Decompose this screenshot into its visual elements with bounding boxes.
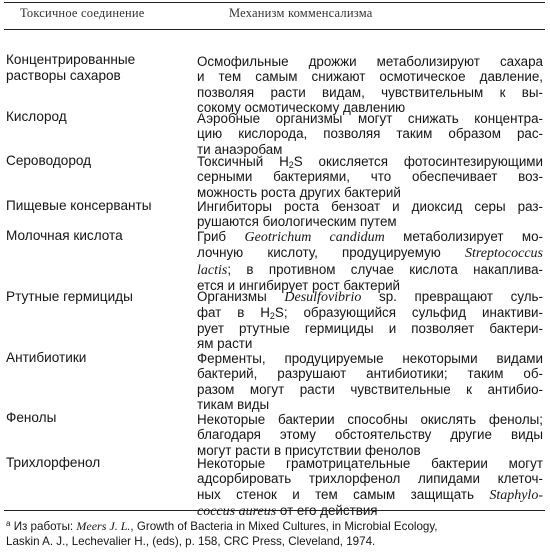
mechanism-line: цию кислорода, позволяя таким образом рас- [197,126,543,142]
compound-line: Концентрированные [6,52,136,67]
mechanism-line [197,503,543,519]
compound-line: Сероводород [6,153,92,168]
compound-line: Ртутные гермициды [6,289,133,304]
mechanism-line: серными бактериями, что обеспечивает воз- [197,169,543,185]
mechanism-line [197,487,543,503]
mechanism-fragment: ; в противном случае кислота накаплива- [227,261,543,277]
mechanism-fragment: метаболизирует мо- [403,229,543,244]
mechanism-line [197,229,543,245]
mechanism-line: адсорбировать трихлорфенол липидами клеточ- [197,471,543,487]
compound-line: Трихлорфенол [6,455,101,470]
species-name: lactis [197,262,228,278]
mechanism-line: можность роста других бактерий [197,184,401,200]
mechanism-line: рует ртутные гермициды и позволяет бактери- [197,320,543,336]
mechanism-cell [197,199,543,230]
mechanism-fragment: фат в H [197,305,270,321]
footnote-author: Meers J. L. [76,519,131,533]
mechanism-fragment: S; образующийся сульфид инактиви- [274,305,543,321]
compound-cell [6,52,192,84]
mechanism-line: Ферменты, продуцируемые некоторыми видами [197,351,543,366]
mechanism-cell [197,229,543,294]
table-bottom-rule [4,510,545,511]
compound-cell [6,455,192,471]
compound-line: Молочная кислота [6,228,123,243]
table-top-rule [4,2,545,3]
mechanism-cell [197,351,543,413]
mechanism-line: позволяя расти видам, чувствительным к вы- [197,84,543,100]
mechanism-fragment: sp. превращают суль- [379,289,543,304]
footnote-prefix: Из работы: [13,520,74,533]
mechanism-cell [197,289,543,352]
footnote-line: Laskin A. J., Lechevalier H., (eds), p. 158, CRC Press, Cleveland, 1974. [6,535,376,548]
mechanism-line: бактерий, разрушают антибиотики; таким об- [197,366,543,382]
species-name: Staphylo- [489,487,543,503]
mechanism-line [197,289,543,305]
mechanism-line [197,154,543,169]
mechanism-line: ется и ингибирует рост бактерий [197,278,401,294]
header-bottom-rule [4,29,545,30]
mechanism-line: и тем самым снижают осмотическое давление, [197,69,543,85]
species-name: Streptococcus [464,246,543,262]
mechanism-cell [197,54,543,116]
column-header-mechanism: Механизм комменсализма [229,6,373,20]
mechanism-line [197,305,543,320]
compound-cell [6,153,192,169]
mechanism-line: сокому осмотическому давлению [197,100,406,116]
compound-line: растворы сахаров [6,68,121,83]
species-name: Geotrichum candidum [244,230,385,245]
compound-cell [6,109,192,125]
column-header-compound: Токсичное соединение [20,6,145,20]
footnote-source: , Growth of Bacteria in Mixed Cultures, in Microbial Ecology, [130,520,438,533]
mechanism-fragment: ных стенок и тем самым защищать [197,486,474,502]
subscript: 2 [269,311,275,322]
mechanism-line: разом могут расти чувствительные к антибио- [197,381,543,397]
compound-line: Кислород [6,109,67,124]
mechanism-line: могут расти в присутствии фенолов [197,442,421,458]
subscript: 2 [288,160,294,170]
mechanism-line: ям расти [197,336,253,352]
mechanism-line [197,245,543,261]
compound-cell [6,410,192,426]
mechanism-fragment: Организмы [197,289,267,304]
mechanism-line: тикам виды [197,397,270,413]
mechanism-fragment: S окисляется фотосинтезирующими [293,154,543,169]
mechanism-line: Некоторые бактерии способны окислять фенолы; [197,412,543,427]
mechanism-cell [197,412,543,458]
compound-cell [6,228,192,244]
compound-cell [6,350,192,366]
compound-line: Пищевые консерванты [6,198,152,213]
compound-cell [6,198,192,214]
mechanism-line [197,262,543,278]
mechanism-cell [197,111,543,157]
mechanism-fragment: Гриб [197,229,227,244]
compound-line: Антибиотики [6,350,87,365]
compound-line: Фенолы [6,410,57,425]
footnote-marker: а [6,519,11,528]
mechanism-line: Осмофильные дрожжи метаболизируют сахара [197,54,543,69]
mechanism-line: Ингибиторы роста бензоат и диоксид серы раз- [197,199,543,214]
mechanism-fragment: от его действия [279,503,378,519]
footnote-line [6,519,542,534]
species-name: coccus aureus [197,504,277,520]
mechanism-line: Аэробные организмы могут снижать концентра- [197,111,543,126]
mechanism-cell [197,154,543,200]
species-name: Desulfovibrio [284,290,362,305]
mechanism-line: благодаря этому обстоятельству другие виды [197,427,543,443]
mechanism-line: рушаются биологическим путем [197,214,397,230]
mechanism-line: Некоторые грамотрицательные бактерии могут [197,456,543,471]
compound-cell [6,289,192,305]
mechanism-fragment: лочную кислоту, продуцируемую [197,245,441,261]
mechanism-line: ти анаэробам [197,141,283,157]
footnote [6,519,542,549]
mechanism-fragment: Токсичный H [197,154,289,169]
